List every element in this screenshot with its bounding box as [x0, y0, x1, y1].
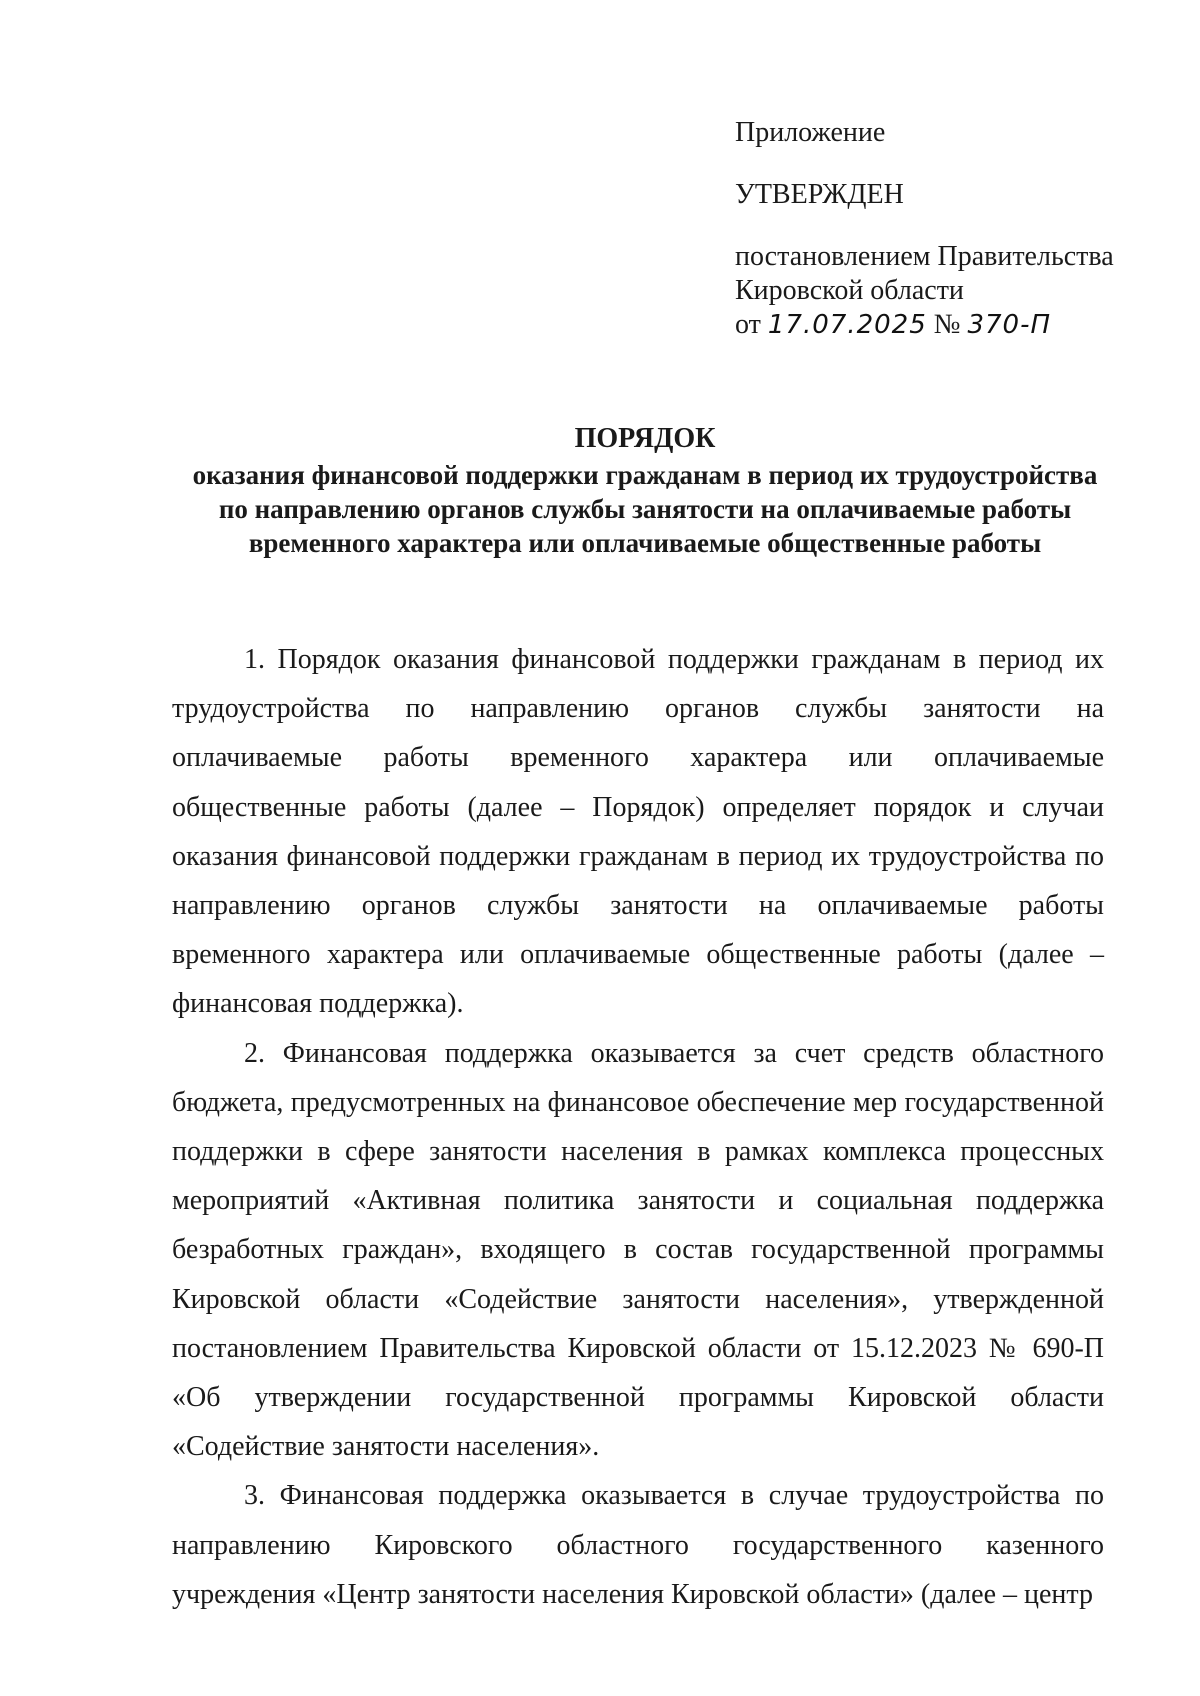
approval-stamp-block: [735, 116, 1155, 342]
handwritten-number: 370-П: [967, 310, 1052, 340]
date-prefix: от: [735, 309, 761, 340]
paragraph-2: 2. Финансовая поддержка оказывается за счет средств областного бюджета, предусмотренных на финансовое обеспечение мер государственной поддержки в сфере занятости населения в рамках комплекса процессных мероприятий «Активная политика занятости и социальная поддержка безработных граждан», входящего в состав государственной программы Кировской области «Содействие занятости населения», утвержденной постановлением Правительства Кировской области от 15.12.2023 № 690-П «Об утверждении государственной программы Кировской области «Содействие занятости населения».: [172, 1037, 1104, 1463]
paragraph-3: 3. Финансовая поддержка оказывается в случае трудоустройства по направлению Кировского областного государственного казенного учреждения «Центр занятости населения Кировской области» (далее – центр: [172, 1480, 1104, 1610]
handwritten-date: 17.07.2025: [767, 310, 927, 340]
approved-label: УТВЕРЖДЕН: [735, 179, 904, 210]
document-title: ПОРЯДОК: [574, 423, 716, 454]
document-title-block: [180, 422, 1110, 560]
approved-by-line-2: Кировской области: [735, 275, 964, 306]
number-prefix: №: [933, 309, 961, 340]
document-body: [172, 635, 1104, 1619]
appendix-label: Приложение: [735, 117, 886, 148]
paragraph-1: 1. Порядок оказания финансовой поддержки гражданам в период их трудоустройства по направлению органов службы занятости на оплачиваемые работы временного характера или оплачиваемые общественные работы (далее – Порядок) определяет порядок и случаи оказания финансовой поддержки гражданам в период их трудоустройства по направлению органов службы занятости на оплачиваемые работы временного характера или оплачиваемые общественные работы (далее – финансовая поддержка).: [172, 644, 1104, 1020]
document-subtitle: оказания финансовой поддержки гражданам в период их трудоустройства по направлению органов службы занятости на оплачиваемые работы временного характера или оплачиваемые общественные работы: [192, 460, 1098, 558]
resolution-date-number: [735, 308, 1155, 342]
approved-by-line-1: постановлением Правительства: [735, 241, 1114, 272]
